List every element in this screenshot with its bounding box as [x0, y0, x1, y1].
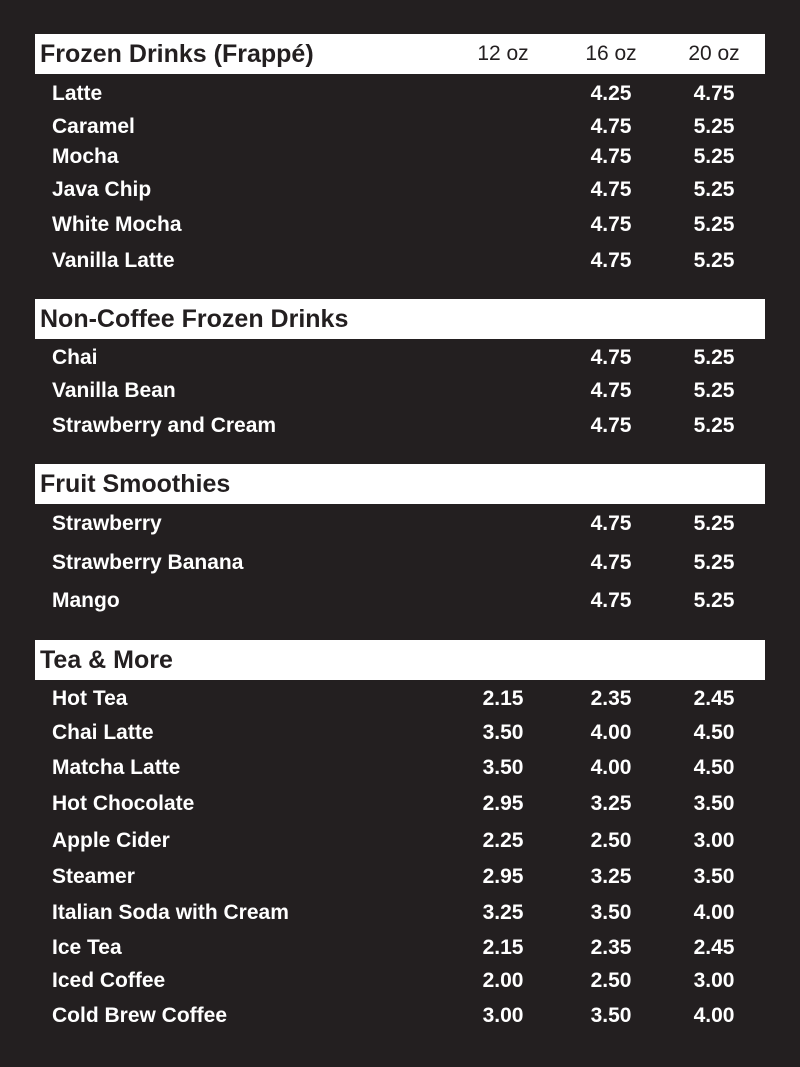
menu-item [0, 175, 800, 205]
price-16oz: 4.75 [590, 551, 632, 574]
price-20oz: 5.25 [693, 178, 735, 201]
price-16oz: 2.35 [590, 687, 632, 710]
price-16oz: 3.50 [590, 901, 632, 924]
item-name: Matcha Latte [52, 756, 181, 779]
price-12oz: 3.00 [482, 1004, 524, 1027]
price-12oz: 2.15 [482, 936, 524, 959]
price-16oz: 3.25 [590, 865, 632, 888]
menu-item [0, 509, 800, 539]
price-20oz: 5.25 [693, 551, 735, 574]
price-20oz: 5.25 [693, 414, 735, 437]
item-name: Chai [52, 346, 98, 369]
size-label-20oz: 20 oz [688, 42, 740, 65]
menu-item [0, 862, 800, 892]
menu-item [0, 789, 800, 819]
item-name: Iced Coffee [52, 969, 166, 992]
price-20oz: 4.50 [693, 756, 735, 779]
menu-item [0, 548, 800, 578]
price-20oz: 4.50 [693, 721, 735, 744]
price-16oz: 4.75 [590, 414, 632, 437]
price-12oz: 3.25 [482, 901, 524, 924]
menu-item [0, 142, 800, 172]
item-name: Mango [52, 589, 120, 612]
section-title: Tea & More [40, 646, 173, 674]
price-16oz: 4.75 [590, 379, 632, 402]
price-16oz: 2.50 [590, 969, 632, 992]
price-12oz: 3.50 [482, 756, 524, 779]
price-16oz: 4.75 [590, 145, 632, 168]
section-header-fruit-smoothies [35, 464, 765, 504]
price-16oz: 4.75 [590, 346, 632, 369]
menu-item [0, 112, 800, 142]
size-label-16oz: 16 oz [585, 42, 637, 65]
menu-item [0, 210, 800, 240]
item-name: Steamer [52, 865, 135, 888]
item-name: White Mocha [52, 213, 182, 236]
price-20oz: 5.25 [693, 346, 735, 369]
menu-item [0, 826, 800, 856]
item-name: Apple Cider [52, 829, 170, 852]
item-name: Italian Soda with Cream [52, 901, 289, 924]
price-12oz: 2.25 [482, 829, 524, 852]
price-16oz: 4.25 [590, 82, 632, 105]
menu-item [0, 411, 800, 441]
price-20oz: 3.00 [693, 969, 735, 992]
price-16oz: 2.35 [590, 936, 632, 959]
price-16oz: 4.75 [590, 115, 632, 138]
price-16oz: 4.00 [590, 721, 632, 744]
price-20oz: 4.00 [693, 901, 735, 924]
menu-item [0, 246, 800, 276]
item-name: Mocha [52, 145, 119, 168]
price-20oz: 3.00 [693, 829, 735, 852]
price-20oz: 2.45 [693, 687, 735, 710]
menu-item [0, 684, 800, 714]
section-header-non-coffee-frozen-drinks [35, 299, 765, 339]
price-12oz: 2.15 [482, 687, 524, 710]
item-name: Ice Tea [52, 936, 122, 959]
price-12oz: 3.50 [482, 721, 524, 744]
price-20oz: 5.25 [693, 379, 735, 402]
price-16oz: 2.50 [590, 829, 632, 852]
price-20oz: 2.45 [693, 936, 735, 959]
menu-item [0, 586, 800, 616]
item-name: Vanilla Latte [52, 249, 175, 272]
section-title: Non-Coffee Frozen Drinks [40, 305, 349, 333]
menu-item [0, 966, 800, 996]
item-name: Caramel [52, 115, 135, 138]
item-name: Cold Brew Coffee [52, 1004, 228, 1027]
price-20oz: 5.25 [693, 145, 735, 168]
menu-item [0, 343, 800, 373]
price-20oz: 5.25 [693, 213, 735, 236]
price-12oz: 2.95 [482, 865, 524, 888]
price-20oz: 5.25 [693, 512, 735, 535]
price-16oz: 4.75 [590, 249, 632, 272]
price-20oz: 4.00 [693, 1004, 735, 1027]
item-name: Java Chip [52, 178, 152, 201]
item-name: Strawberry Banana [52, 551, 244, 574]
price-20oz: 5.25 [693, 589, 735, 612]
price-20oz: 3.50 [693, 792, 735, 815]
price-12oz: 2.95 [482, 792, 524, 815]
price-16oz: 3.25 [590, 792, 632, 815]
item-name: Vanilla Bean [52, 379, 176, 402]
price-20oz: 4.75 [693, 82, 735, 105]
price-16oz: 3.50 [590, 1004, 632, 1027]
item-name: Strawberry [52, 512, 162, 535]
section-header-tea-and-more [35, 640, 765, 680]
menu-item [0, 718, 800, 748]
item-name: Hot Chocolate [52, 792, 195, 815]
price-16oz: 4.75 [590, 178, 632, 201]
menu-item [0, 898, 800, 928]
size-label-12oz: 12 oz [477, 42, 529, 65]
price-16oz: 4.00 [590, 756, 632, 779]
price-20oz: 3.50 [693, 865, 735, 888]
menu-item [0, 376, 800, 406]
price-20oz: 5.25 [693, 249, 735, 272]
price-16oz: 4.75 [590, 213, 632, 236]
menu-item [0, 753, 800, 783]
price-12oz: 2.00 [482, 969, 524, 992]
item-name: Hot Tea [52, 687, 128, 710]
menu-item [0, 933, 800, 963]
menu-item [0, 1001, 800, 1031]
item-name: Strawberry and Cream [52, 414, 277, 437]
price-20oz: 5.25 [693, 115, 735, 138]
price-16oz: 4.75 [590, 512, 632, 535]
section-title: Fruit Smoothies [40, 470, 231, 498]
item-name: Latte [52, 82, 103, 105]
menu-item [0, 79, 800, 109]
section-header-frozen-drinks [35, 34, 765, 74]
price-16oz: 4.75 [590, 589, 632, 612]
section-title: Frozen Drinks (Frappé) [40, 40, 314, 68]
item-name: Chai Latte [52, 721, 154, 744]
